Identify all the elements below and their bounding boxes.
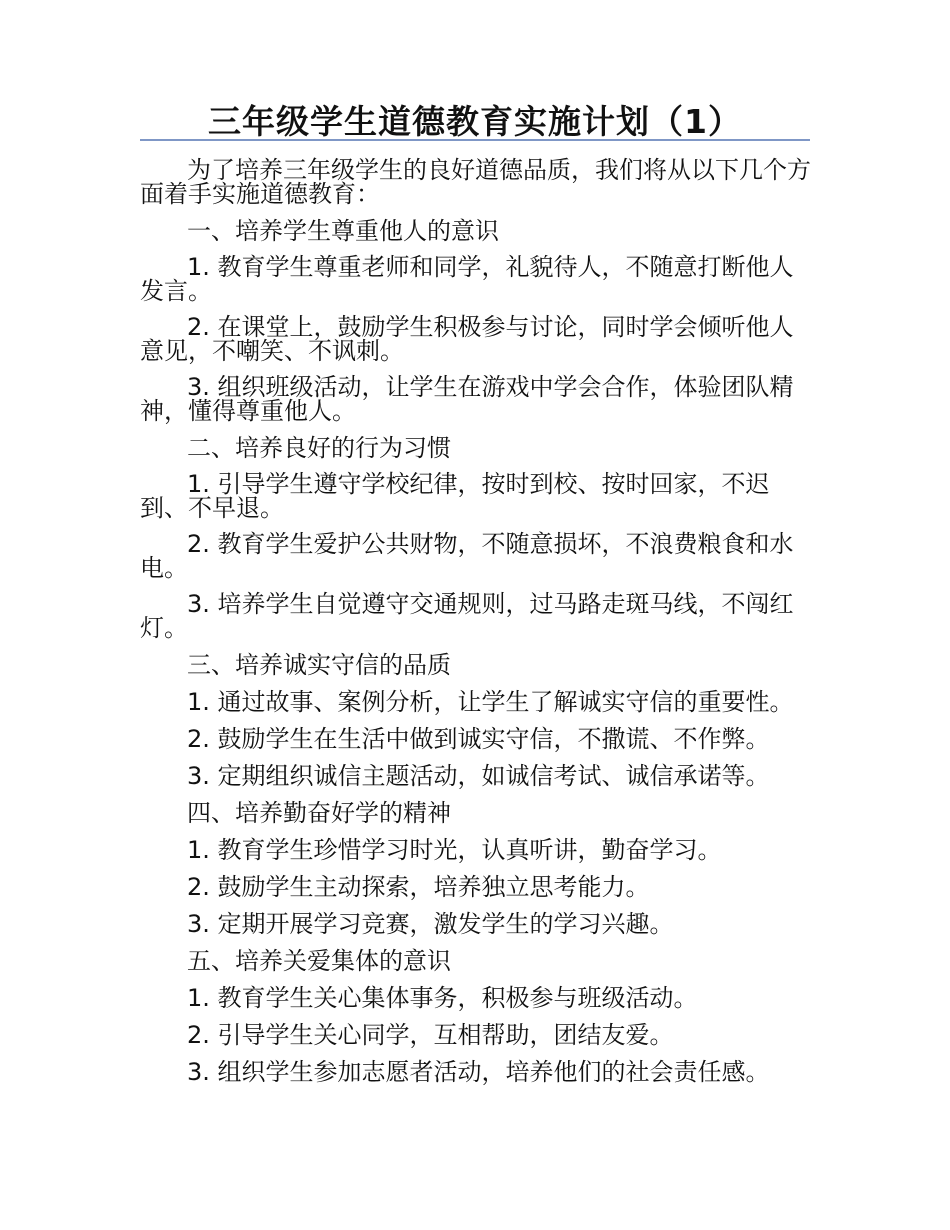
document-title: 三年级学生道德教育实施计划（1） (208, 102, 742, 141)
list-item: 3. 定期组织诚信主题活动，如诚信考试、诚信承诺等。 (187, 762, 770, 790)
list-item: 2. 引导学生关心同学，互相帮助，团结友爱。 (187, 1021, 674, 1049)
list-item: 1. 教育学生珍惜学习时光，认真听讲，勤奋学习。 (187, 836, 722, 864)
section-heading-1: 一、培养学生尊重他人的意识 (187, 217, 499, 245)
list-item: 1. 教育学生关心集体事务，积极参与班级活动。 (187, 984, 698, 1012)
list-item: 3. 培养学生自觉遵守交通规则，过马路走斑马线，不闯红灯。 (140, 590, 794, 642)
section-heading-2: 二、培养良好的行为习惯 (187, 434, 451, 462)
list-item: 1. 教育学生尊重老师和同学，礼貌待人，不随意打断他人发言。 (140, 253, 794, 305)
list-item: 1. 通过故事、案例分析，让学生了解诚实守信的重要性。 (187, 688, 794, 716)
section-heading-5: 五、培养关爱集体的意识 (187, 947, 451, 975)
list-item: 3. 组织班级活动，让学生在游戏中学会合作，体验团队精神，懂得尊重他人。 (140, 373, 794, 425)
list-item: 2. 鼓励学生在生活中做到诚实守信，不撒谎、不作弊。 (187, 725, 770, 753)
list-item: 3. 组织学生参加志愿者活动，培养他们的社会责任感。 (187, 1058, 770, 1086)
intro-paragraph: 为了培养三年级学生的良好道德品质，我们将从以下几个方面着手实施道德教育： (140, 156, 811, 208)
list-item: 2. 教育学生爱护公共财物，不随意损坏，不浪费粮食和水电。 (140, 530, 794, 582)
list-item: 3. 定期开展学习竞赛，激发学生的学习兴趣。 (187, 910, 674, 938)
list-item: 1. 引导学生遵守学校纪律，按时到校、按时回家，不迟到、不早退。 (140, 470, 770, 522)
title-underline (140, 139, 810, 141)
list-item: 2. 鼓励学生主动探索，培养独立思考能力。 (187, 873, 650, 901)
list-item: 2. 在课堂上，鼓励学生积极参与讨论，同时学会倾听他人意见，不嘲笑、不讽刺。 (140, 313, 794, 365)
section-heading-4: 四、培养勤奋好学的精神 (187, 799, 451, 827)
document-body (140, 158, 812, 1096)
section-heading-3: 三、培养诚实守信的品质 (187, 651, 451, 679)
